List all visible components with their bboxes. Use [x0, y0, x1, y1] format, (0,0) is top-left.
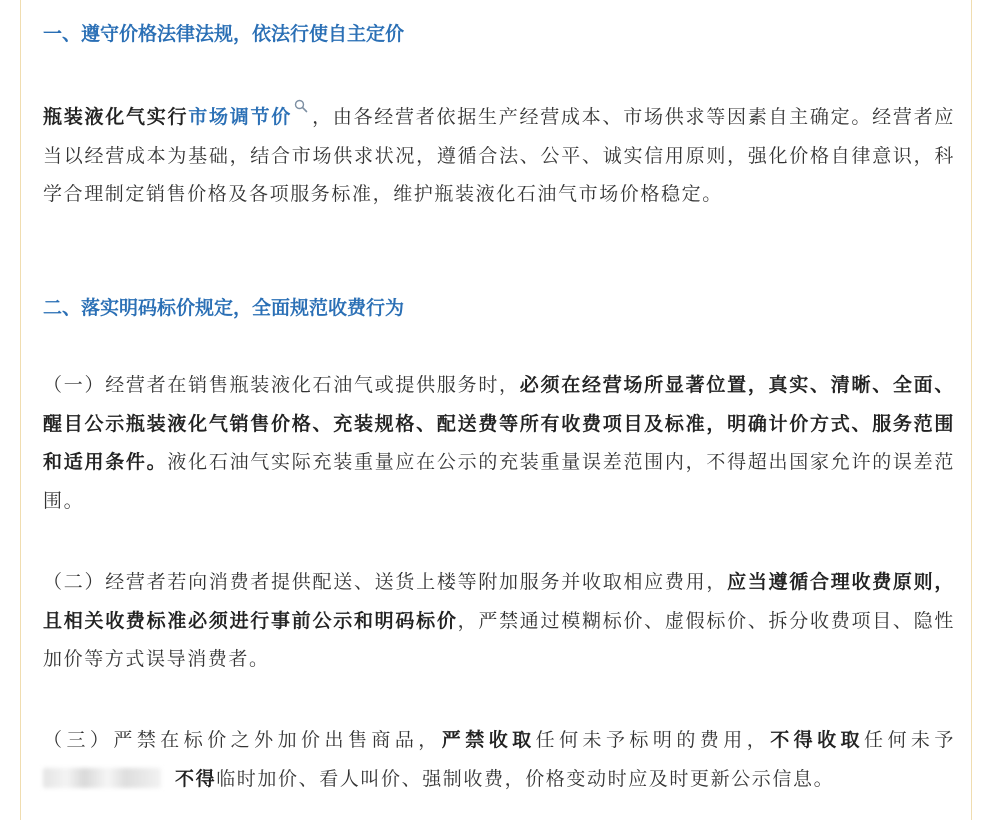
para-bold-text: 不得收取: [770, 729, 865, 751]
section-2-paragraph-1: [43, 366, 955, 520]
para-text: （三）严禁在标价之外加价出售商品，: [43, 729, 442, 751]
para-text: （二）经营者若向消费者提供配送、送货上楼等附加服务并收取相应费用，: [43, 571, 728, 593]
search-icon[interactable]: [294, 88, 308, 102]
section-1-heading: 一、遵守价格法律法规，依法行使自主定价: [43, 23, 405, 45]
section-2-paragraph-3: [43, 721, 955, 798]
para-bold-text: 不得: [175, 767, 217, 790]
section-2-heading: 二、落实明码标价规定，全面规范收费行为: [43, 297, 405, 319]
para-text: 液化石油气实际充装重量应在公示的充装重量误差范围内，不得超出国家允许的误差范围。: [43, 451, 955, 512]
para-bold-text: 严禁收取: [441, 729, 536, 751]
section-1-paragraph: [43, 88, 955, 214]
section-2-paragraph-2: [43, 563, 955, 679]
para-bold-text: 瓶装液化气实行: [43, 106, 189, 128]
para-text: （一）经营者在销售瓶装液化石油气或提供服务时，: [43, 374, 520, 396]
para-text: ，严禁通过模糊标价、虚假标价、拆分收费项目、隐性加价等方式误导消费者。: [43, 609, 955, 670]
market-price-link[interactable]: 市场调节价: [188, 106, 292, 128]
para-bold-text: 必须在经营场所显著位置，真实、清晰、全面、醒目公示瓶装液化气销售价格、充装规格、配送费等所有收费项目及标准，明确计价方式、服务范围和适用条件。: [43, 374, 955, 473]
blurred-text-region: [43, 768, 161, 788]
para-text: 临时加价、看人叫价、强制收费，价格变动时应及时更新公示信息。: [216, 767, 835, 790]
para-text: 任何未予标明的费用，: [535, 729, 771, 751]
para-bold-text: 应当遵循合理收费原则，且相关收费标准必须进行事前公示和明码标价: [43, 571, 955, 632]
para-text: 任何未予: [864, 729, 955, 751]
para-text: ，由各经营者依据生产经营成本、市场供求等因素自主确定。经营者应当以经营成本为基础，结合市场供求状况，遵循合法、公平、诚实信用原则，强化价格自律意识，科学合理制定销售价格及各项服务标准，维护瓶装液化石油气市场价格稳定。: [43, 106, 955, 205]
